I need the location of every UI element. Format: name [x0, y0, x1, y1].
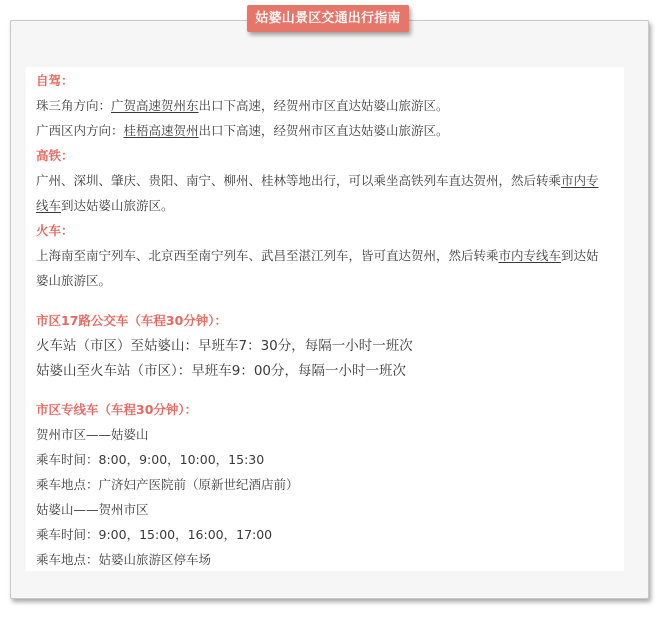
highway-link-guiwu[interactable]: 桂梧高速贺州 — [123, 123, 199, 138]
shuttle-times-1: 乘车时间：8:00，9:00，10:00，15:30 — [36, 452, 265, 467]
train-heading: 火车： — [36, 223, 74, 238]
highway-link-guanghe[interactable]: 广贺高速贺州东 — [111, 98, 199, 113]
route-text: 出口下高速，经贺州市区直达姑婆山旅游区。 — [198, 98, 449, 113]
train-line-2: 婆山旅游区。 — [36, 273, 112, 288]
self-drive-pearl-river-line — [36, 97, 621, 115]
train-text: 上海南至南宁列车、北京西至南宁列车、武昌至湛江列车，皆可直达贺州，然后转乘 — [36, 248, 499, 263]
direction-label: 广西区内方向： — [36, 123, 124, 138]
high-speed-rail-line-2 — [36, 197, 621, 215]
bus17-line-1: 火车站（市区）至姑婆山：早班车7：30分，每隔一小时一班次 — [36, 338, 413, 354]
page-title: 姑婆山景区交通出行指南 — [247, 5, 409, 32]
train-text: 到达姑 — [561, 248, 599, 263]
city-shuttle-link[interactable]: 市内专 — [561, 173, 599, 188]
shuttle-place-2: 乘车地点：姑婆山旅游区停车场 — [36, 552, 212, 567]
shuttle-times-2: 乘车时间：9:00，15:00，16:00，17:00 — [36, 527, 273, 542]
rail-text: 到达姑婆山旅游区。 — [61, 198, 174, 213]
high-speed-rail-heading: 高铁： — [36, 148, 74, 163]
city-shuttle-link[interactable]: 市内专线车 — [498, 248, 562, 263]
high-speed-rail-line-1 — [36, 172, 621, 190]
shuttle-route-1: 贺州市区——姑婆山 — [36, 427, 149, 442]
train-line-1 — [36, 247, 621, 265]
shuttle-heading: 市区专线车（车程30分钟）： — [36, 402, 198, 417]
city-shuttle-link[interactable]: 线车 — [36, 198, 62, 213]
shuttle-route-2: 姑婆山——贺州市区 — [36, 502, 149, 517]
bus17-heading: 市区17路公交车（车程30分钟）： — [36, 313, 228, 328]
self-drive-guangxi-line — [36, 122, 621, 140]
rail-text: 广州、深圳、肇庆、贵阳、南宁、柳州、桂林等地出行，可以乘坐高铁列车直达贺州，然后转乘 — [36, 173, 562, 188]
shuttle-place-1: 乘车地点：广济妇产医院前（原新世纪酒店前） — [36, 477, 299, 492]
route-text: 出口下高速，经贺州市区直达姑婆山旅游区。 — [198, 123, 449, 138]
guide-content — [26, 67, 624, 571]
self-drive-heading: 自驾： — [36, 73, 74, 88]
direction-label: 珠三角方向： — [36, 98, 112, 113]
bus17-line-2: 姑婆山至火车站（市区）：早班车9：00分，每隔一小时一班次 — [36, 363, 407, 379]
